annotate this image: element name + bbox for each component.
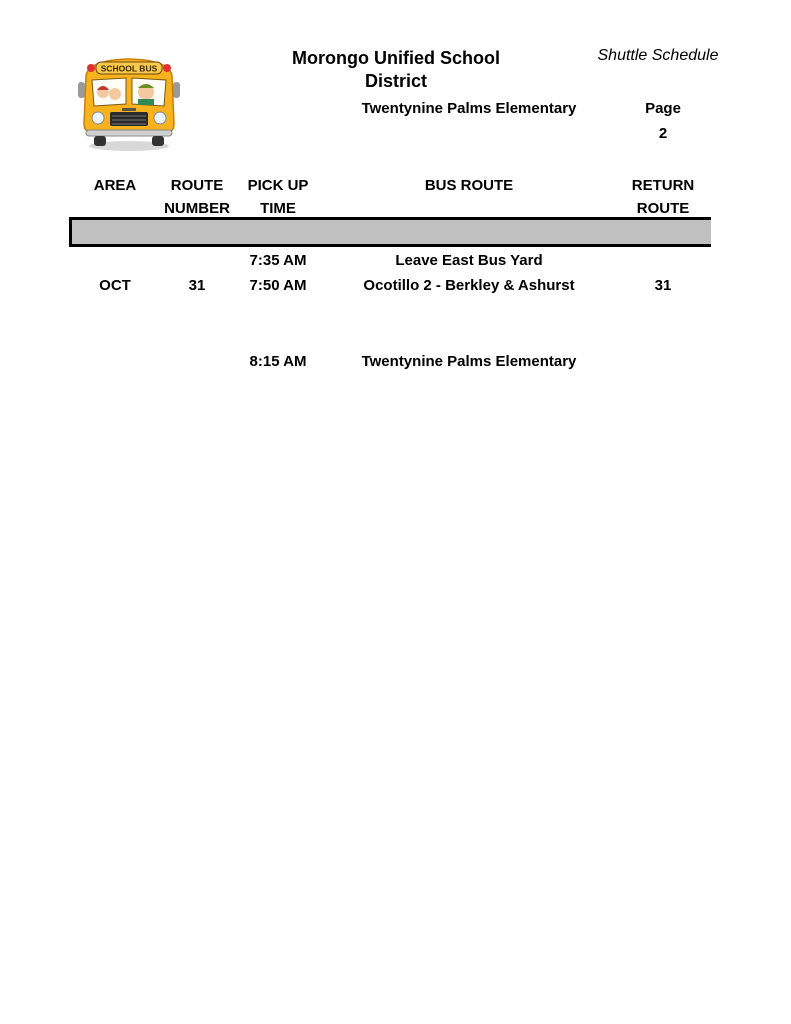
svg-text:SCHOOL BUS: SCHOOL BUS	[100, 63, 158, 74]
cell-pickup-time: 7:50 AM	[249, 277, 307, 294]
page-number: 2	[658, 125, 668, 142]
cell-route-number: 31	[188, 277, 206, 294]
district-title-line2: District	[364, 71, 427, 91]
column-header-line1: BUS ROUTE	[424, 177, 514, 194]
district-title-line1: Morongo Unified School	[292, 48, 500, 68]
cell-area: OCT	[99, 277, 131, 294]
cell-return-route: 31	[654, 277, 672, 294]
school-name: Twentynine Palms Elementary	[361, 100, 577, 117]
column-header-bus-route	[340, 174, 598, 197]
page-label: Page	[645, 100, 681, 117]
school-bus-logo	[76, 54, 182, 154]
column-header-line1: RETURN	[631, 177, 695, 194]
column-header-route-number	[157, 174, 237, 220]
column-header-line2: TIME	[260, 200, 296, 217]
column-header-line1: ROUTE	[170, 177, 224, 194]
column-header-area	[80, 174, 150, 197]
school-bus-icon	[76, 54, 182, 154]
document-type: Shuttle Schedule	[597, 47, 719, 64]
cell-bus-route: Twentynine Palms Elementary	[361, 353, 577, 370]
cell-pickup-time: 8:15 AM	[249, 353, 307, 370]
cell-pickup-time: 7:35 AM	[249, 252, 307, 269]
column-header-line2: ROUTE	[636, 200, 690, 217]
column-header-line1: AREA	[93, 177, 137, 194]
column-header-line2: NUMBER	[164, 200, 230, 217]
cell-bus-route: Ocotillo 2 - Berkley & Ashurst	[363, 277, 575, 294]
cell-bus-route: Leave East Bus Yard	[395, 252, 543, 269]
column-header-line1: PICK UP	[247, 177, 309, 194]
district-title	[270, 47, 522, 93]
header-divider-bar	[69, 217, 711, 247]
column-header-pickup-time	[238, 174, 318, 220]
column-header-return-route	[623, 174, 703, 220]
